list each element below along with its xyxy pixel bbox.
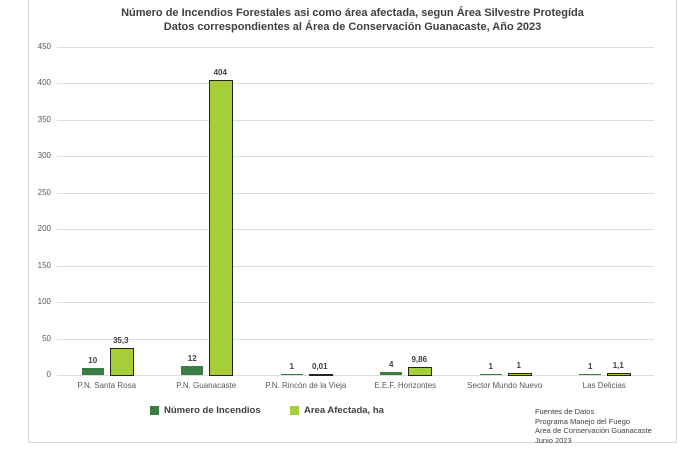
category-label: Las Delicias bbox=[582, 381, 626, 390]
data-label-incendios: 1 bbox=[588, 362, 593, 372]
legend-item-area bbox=[290, 403, 384, 417]
bar-area bbox=[508, 373, 532, 376]
legend-swatch-area bbox=[290, 406, 299, 415]
category-label: Sector Mundo Nuevo bbox=[467, 381, 543, 390]
gridline bbox=[57, 83, 654, 84]
data-label-area: 1,1 bbox=[612, 361, 624, 371]
bar-incendios bbox=[380, 372, 402, 375]
bar-area bbox=[607, 373, 631, 376]
bar-incendios bbox=[579, 374, 601, 375]
legend-swatch-incendios bbox=[150, 406, 159, 415]
gridline bbox=[57, 266, 654, 267]
category-label: P.N. Rincón de la Vieja bbox=[265, 381, 347, 390]
y-axis-tick-label: 50 bbox=[42, 333, 51, 343]
bar-incendios bbox=[181, 366, 203, 375]
gridline bbox=[57, 302, 654, 303]
chart-subtitle: Datos correspondientes al Área de Conservación Guanacaste, Año 2023 bbox=[163, 21, 542, 33]
data-label-area: 9,86 bbox=[411, 354, 428, 364]
source-block bbox=[535, 407, 652, 445]
source-line: Programa Manejo del Fuego bbox=[535, 416, 631, 426]
y-axis-tick-label: 450 bbox=[37, 42, 51, 51]
gridline bbox=[57, 339, 654, 340]
category-label: P.N. Guanacaste bbox=[176, 381, 237, 390]
source-line: Junio 2023 bbox=[535, 435, 572, 445]
bar-area bbox=[408, 367, 432, 376]
y-axis-tick-label: 0 bbox=[46, 370, 51, 379]
legend-label-area: Area Afectada, ha bbox=[304, 404, 384, 416]
y-axis-tick-label: 400 bbox=[37, 78, 51, 88]
data-label-incendios: 10 bbox=[88, 355, 98, 365]
y-axis-tick-label: 350 bbox=[37, 114, 51, 124]
source-line: Area de Conservación Guanacaste bbox=[535, 426, 652, 435]
gridline bbox=[57, 193, 654, 194]
data-label-area: 35,3 bbox=[112, 336, 129, 346]
gridline bbox=[57, 229, 654, 230]
data-label-incendios: 1 bbox=[488, 362, 493, 372]
bar-area bbox=[309, 374, 333, 376]
y-axis-tick-label: 150 bbox=[37, 260, 51, 270]
chart-title: Número de Incendios Forestales asi como área afectada, segun Área Silvestre Protegída bbox=[121, 7, 584, 19]
category-label: E.E.F. Horizontes bbox=[374, 381, 437, 390]
data-label-area: 1 bbox=[516, 361, 521, 371]
gridline bbox=[57, 375, 654, 376]
gridline bbox=[57, 120, 654, 121]
y-axis-tick-label: 200 bbox=[37, 224, 51, 234]
gridline bbox=[57, 156, 654, 157]
category-label: P.N. Santa Rosa bbox=[77, 381, 137, 390]
bar-area bbox=[209, 80, 233, 376]
y-axis-tick-label: 100 bbox=[37, 297, 51, 307]
bar-incendios bbox=[480, 374, 502, 375]
data-label-incendios: 4 bbox=[389, 360, 394, 370]
gridline bbox=[57, 47, 654, 48]
y-axis-tick-label: 300 bbox=[37, 151, 51, 161]
bar-incendios bbox=[82, 368, 104, 375]
y-axis-tick-label: 250 bbox=[37, 187, 51, 197]
data-label-incendios: 12 bbox=[187, 354, 197, 364]
data-label-area: 0,01 bbox=[311, 361, 328, 371]
data-label-incendios: 1 bbox=[289, 362, 294, 372]
legend-item-incendios bbox=[150, 403, 261, 417]
bar-area bbox=[110, 348, 134, 376]
data-label-area: 404 bbox=[213, 67, 227, 77]
source-line: Fuentes de Datos bbox=[535, 407, 595, 416]
bar-incendios bbox=[281, 374, 303, 375]
legend-label-incendios: Número de Incendios bbox=[164, 404, 261, 416]
